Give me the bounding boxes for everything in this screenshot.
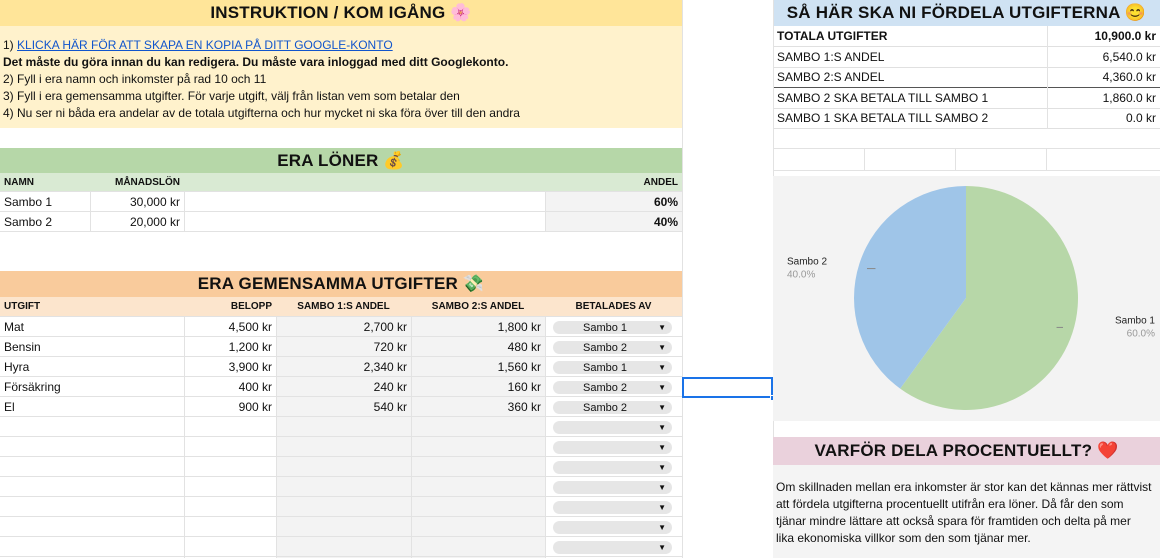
expense-utgift-cell[interactable]: El (4, 399, 15, 414)
chevron-down-icon: ▼ (658, 423, 666, 432)
chevron-down-icon: ▼ (658, 503, 666, 512)
expense-utgift-cell[interactable]: Mat (4, 319, 25, 334)
chevron-down-icon: ▼ (658, 443, 666, 452)
expense-sambo2-cell: 1,800 kr (497, 319, 541, 334)
chevron-down-icon: ▼ (658, 403, 666, 412)
payer-dropdown-value: Sambo 2 (583, 401, 628, 414)
payer-dropdown-empty[interactable] (553, 521, 672, 534)
chevron-down-icon: ▼ (658, 483, 666, 492)
expense-belopp-cell[interactable]: 400 kr (238, 379, 272, 394)
expense-sambo1-cell: 2,340 kr (363, 359, 407, 374)
expense-utgift-cell[interactable]: Hyra (4, 359, 30, 374)
expense-belopp-cell[interactable]: 4,500 kr (228, 319, 272, 334)
payer-dropdown[interactable] (553, 381, 672, 394)
payer-dropdown-value: Sambo 2 (583, 341, 628, 354)
payer-dropdown-empty[interactable] (553, 441, 672, 454)
summary-row-total (773, 26, 1160, 47)
col-belopp: BELOPP (230, 301, 272, 312)
pie-label: Sambo 1 (1114, 315, 1155, 327)
grid-line (184, 192, 185, 232)
varfor-text: Om skillnaden mellan era inkomster är stor kan det kännas mer rättvist att fördela utgifterna procentuellt utifrån era löner. Då får den som tjänar mindre lättare att också spara för framtiden och delta på mer lika ekonomiska villkor som den som tjänar mer. (773, 465, 1160, 558)
grid-line (773, 170, 1160, 171)
chevron-down-icon: ▼ (658, 383, 666, 392)
fordelning-header: SÅ HÄR SKA NI FÖRDELA UTGIFTERNA 😊 (773, 0, 1160, 26)
instruction-line-1 (3, 37, 682, 54)
payer-dropdown[interactable] (553, 341, 672, 354)
expense-sambo2-cell: 160 kr (507, 379, 541, 394)
expense-sambo2-cell: 1,560 kr (497, 359, 541, 374)
expense-sambo2-cell: 480 kr (507, 339, 541, 354)
chevron-down-icon: ▼ (658, 543, 666, 552)
summary-label: SAMBO 2:S ANDEL (777, 70, 885, 84)
summary-value: 1,860.0 kr (1102, 91, 1156, 105)
expense-sambo1-cell: 540 kr (373, 399, 407, 414)
summary-label: TOTALA UTGIFTER (777, 29, 888, 43)
utgifter-column-headers (0, 297, 682, 317)
grid-line (545, 192, 546, 232)
varfor-header: VARFÖR DELA PROCENTUELLT? ❤️ (773, 437, 1160, 465)
summary-row (773, 47, 1160, 68)
summary-row (773, 67, 1160, 88)
expense-sambo2-cell: 360 kr (507, 399, 541, 414)
payer-dropdown-value: Sambo 1 (583, 321, 628, 334)
summary-value: 6,540.0 kr (1102, 50, 1156, 64)
payer-dropdown-value: Sambo 1 (583, 361, 628, 374)
col-sambo2-andel: SAMBO 2:S ANDEL (431, 301, 525, 312)
loner-row (0, 212, 682, 232)
col-betalades-av: BETALADES AV (575, 301, 652, 312)
loner-andel-cell: 40% (545, 212, 682, 231)
loner-namn-cell[interactable]: Sambo 2 (4, 214, 53, 229)
loner-row (0, 192, 682, 212)
chevron-down-icon: ▼ (658, 363, 666, 372)
expense-sambo1-cell: 2,700 kr (363, 319, 407, 334)
expense-sambo1-cell: 240 kr (373, 379, 407, 394)
grid-line (864, 148, 865, 170)
instruction-bold-note: Det måste du göra innan du kan redigera. Du måste vara inloggad med ditt Googlekonto. (3, 55, 509, 69)
loner-column-headers (0, 173, 682, 192)
summary-value: 0.0 kr (1125, 111, 1156, 125)
grid-line (90, 192, 91, 232)
expense-belopp-cell[interactable]: 900 kr (238, 399, 272, 414)
instruction-line-3: 3) Fyll i era gemensamma utgifter. För varje utgift, välj från listan vem som betalar den (3, 89, 460, 103)
col-utgift: UTGIFT (4, 301, 41, 312)
grid-line (682, 0, 683, 558)
pie-chart-svg (773, 176, 1160, 421)
selected-cell[interactable] (682, 377, 773, 398)
summary-label: SAMBO 2 SKA BETALA TILL SAMBO 1 (777, 91, 989, 105)
expense-utgift-cell[interactable]: Försäkring (4, 379, 61, 394)
instruction-line-1-prefix: 1) (3, 38, 18, 52)
summary-row (773, 88, 1160, 109)
utgifter-header: ERA GEMENSAMMA UTGIFTER 💸 (0, 271, 682, 297)
pie-label: Sambo 2 (787, 256, 828, 268)
payer-dropdown-empty[interactable] (553, 481, 672, 494)
col-manadslon: MÅNADSLÖN (115, 176, 180, 188)
chevron-down-icon: ▼ (658, 343, 666, 352)
expense-sambo1-cell: 720 kr (373, 339, 407, 354)
col-sambo1-andel: SAMBO 1:S ANDEL (297, 301, 390, 312)
summary-row (773, 108, 1160, 129)
payer-dropdown[interactable] (553, 401, 672, 414)
loner-lon-cell[interactable]: 20,000 kr (129, 214, 180, 229)
pie-percent-label: 60.0% (1126, 328, 1155, 340)
pie-percent-label: 40.0% (787, 269, 816, 281)
summary-label: SAMBO 1:S ANDEL (777, 50, 885, 64)
payer-dropdown-empty[interactable] (553, 421, 672, 434)
loner-namn-cell[interactable]: Sambo 1 (4, 194, 53, 209)
instruction-line-4: 4) Nu ser ni båda era andelar av de totala utgifterna och hur mycket ni ska föra över till den andra (3, 106, 520, 120)
chevron-down-icon: ▼ (658, 523, 666, 532)
loner-lon-cell[interactable]: 30,000 kr (129, 194, 180, 209)
payer-dropdown-empty[interactable] (553, 501, 672, 514)
summary-label: SAMBO 1 SKA BETALA TILL SAMBO 2 (777, 111, 989, 125)
grid-line (1047, 26, 1048, 129)
loner-andel-cell: 60% (545, 192, 682, 211)
loner-header: ERA LÖNER 💰 (0, 148, 682, 173)
copy-link[interactable]: KLICKA HÄR FÖR ATT SKAPA EN KOPIA PÅ DITT GOOGLE-KONTO (17, 38, 393, 52)
chevron-down-icon: ▼ (658, 323, 666, 332)
payer-dropdown[interactable] (553, 361, 672, 374)
payer-dropdown[interactable] (553, 321, 672, 334)
expense-belopp-cell[interactable]: 1,200 kr (228, 339, 272, 354)
payer-dropdown-empty[interactable] (553, 541, 672, 554)
payer-dropdown-empty[interactable] (553, 461, 672, 474)
summary-value: 10,900.0 kr (1094, 29, 1156, 43)
payer-dropdown-value: Sambo 2 (583, 381, 628, 394)
grid-line (955, 148, 956, 170)
col-namn: NAMN (4, 176, 34, 188)
grid-line (773, 148, 1160, 149)
instruction-body (0, 26, 682, 128)
expense-utgift-cell[interactable]: Bensin (4, 339, 41, 354)
instruction-header: INSTRUKTION / KOM IGÅNG 🌸 (0, 0, 682, 26)
col-andel: ANDEL (643, 176, 678, 188)
chevron-down-icon: ▼ (658, 463, 666, 472)
instruction-line-2: 2) Fyll i era namn och inkomster på rad 10 och 11 (3, 72, 267, 86)
summary-value: 4,360.0 kr (1102, 70, 1156, 84)
expense-belopp-cell[interactable]: 3,900 kr (228, 359, 272, 374)
grid-line (1046, 148, 1047, 170)
pie-chart[interactable] (773, 176, 1160, 421)
